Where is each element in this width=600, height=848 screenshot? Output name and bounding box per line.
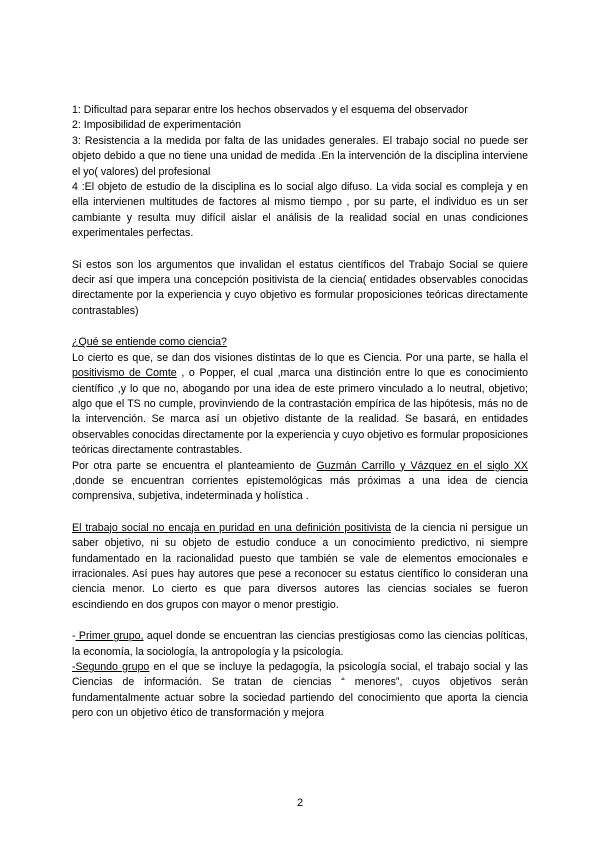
grupo-2-label: -Segundo grupo (72, 661, 150, 673)
ciencia-paragraph-1 (72, 351, 528, 459)
page-number: 2 (296, 797, 304, 809)
grupo-1-dash: - (72, 630, 76, 643)
ciencia-paragraph-2 (72, 459, 528, 505)
ciencia-p2-start: Por otra parte se encuentra el planteamiento de (72, 459, 317, 472)
point-3: 3: Resistencia a la medida por falta de las unidades generales. El trabajo social no puede ser objeto debido a que no tiene una unidad de medida .En la intervención de la disciplina interviene el yo( valores) del profesional (72, 134, 528, 178)
point-4: 4 :El objeto de estudio de la disciplina es lo social algo difuso. La vida social es compleja y en ella intervienen multitudes de factores al mismo tiempo , por su parte, el individuo es un ser cambiante y resulta muy difícil aislar el análisis de la realidad social en unas condiciones experimentales perfectas. (72, 181, 528, 240)
grupo-2-rest: en el que se incluye la pedagogía, la psicología social, el trabajo social y las Ciencias de información. Se tratan de ciencias “ menores”, cuyos objetivos serán fundamentalmente actuar sobre la sociedad partiendo del conocimiento que aporta la ciencia pero con un objetivo ético de transformación y mejora (72, 661, 528, 720)
argument-paragraph: Si estos son los argumentos que invalidan el estatus científicos del Trabajo Social se quiere decir así que impera una concepción positivista de la ciencia( entidades observables conocidas directamente por la experiencia y cuyo objetivo es formular proposiciones teóricas directamente contrastables) (72, 258, 528, 317)
comte-reference: positivismo de Comte (72, 367, 177, 380)
grupo-1-label: Primer grupo, (75, 630, 144, 643)
trabajo-rest: de la ciencia ni persigue un saber objetivo, ni su objeto de estudio conduce a un conocimiento predictivo, ni siempre fundamentado en la racionalidad puesto que también se vale de elementos emocionales e irracionales. Así pues hay autores que pese a reconocer su estatus científico lo consideran una ciencia menor. Lo cierto es que para diversos autores las ciencias sociales se fueron escindiendo en dos grupos con mayor o menor prestigio. (72, 521, 528, 611)
guzman-reference: Guzmán Carrillo y Vázquez en el siglo XX (316, 459, 528, 472)
trabajo-underlined: El trabajo social no encaja en puridad en una definición positivista (72, 521, 391, 534)
page-body (72, 103, 528, 722)
spacer (72, 242, 528, 258)
point-2: 2: Imposibilidad de experimentación (72, 119, 242, 132)
spacer (72, 613, 528, 629)
grupo-2-paragraph (72, 660, 528, 722)
ciencia-p1-rest: , o Popper, el cual ,marca una distinción entre lo que es conocimiento científico ,y lo que no, abogando por una idea de este primero vinculado a lo neutral, objetivo; algo que el TS no cumple, provinviendo de la contrastación empírica de las hipótesis, más no de la intervención. Se marca así un objetivo distante de la realidad. Se basará, en entidades observables conocidas directamente por la experiencia y cuyo objetivo es formular proposiciones teóricas directamente contrastables. (72, 367, 528, 457)
grupo-1-rest: aquel donde se encuentran las ciencias prestigiosas como las ciencias políticas, la economía, la sociología, la antropología y la psicología. (72, 630, 528, 658)
grupo-1-paragraph (72, 629, 528, 660)
section-heading-ciencia (72, 335, 528, 350)
ciencia-heading: ¿Qué se entiende como ciencia? (72, 336, 227, 349)
ciencia-p2-rest: ,donde se encuentran corrientes epistemológicas más próximas a una idea de ciencia comprensiva, subjetiva, indeterminada y holística . (72, 474, 528, 503)
spacer (72, 505, 528, 521)
ciencia-intro: Lo cierto es que, se dan dos visiones distintas de lo que es Ciencia. Por una parte, se halla el (72, 351, 528, 364)
point-1: 1: Dificultad para separar entre los hechos observados y el esquema del observador (72, 104, 468, 116)
trabajo-paragraph (72, 521, 528, 613)
spacer (72, 319, 528, 335)
